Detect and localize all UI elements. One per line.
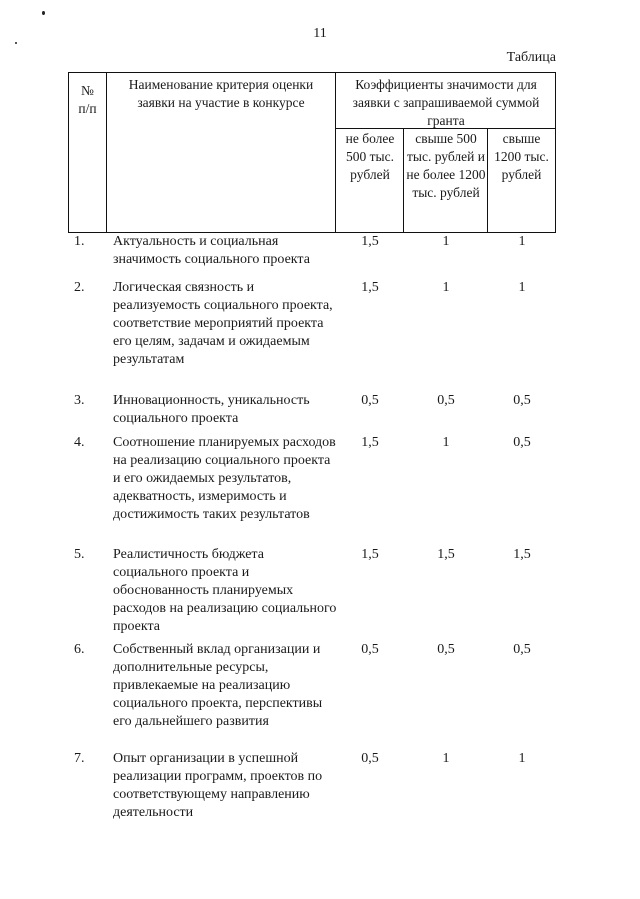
criterion-name: Инновационность, уникальность социального проекта (113, 393, 310, 426)
criterion-name: Актуальность и социальная значимость социального проекта (113, 234, 310, 267)
coef-over-1200: 1,5 (513, 547, 531, 562)
coef-over-1200: 1 (518, 751, 526, 766)
coef-over-1200: 0,5 (513, 435, 531, 450)
coef-500-1200: 1 (442, 435, 450, 450)
coef-over-1200: 0,5 (513, 642, 531, 657)
header-top-border (68, 72, 556, 73)
page-number: 11 (313, 26, 327, 41)
coef-500-1200: 1,5 (437, 547, 455, 562)
coef-500-1200: 1 (442, 751, 450, 766)
criterion-name: Логическая связность и реализуемость социального проекта, соответствие мероприятий проекта его целям, задачам и ожидаемым результатам (113, 280, 333, 367)
coef-over-1200: 1 (518, 234, 526, 249)
coef-up-to-500: 0,5 (361, 751, 379, 766)
coef-up-to-500: 1,5 (361, 280, 379, 295)
header-coefficients: Коэффициенты значимости для заявки с запрашиваемой суммой гранта (352, 77, 540, 128)
header-divider-number (106, 72, 107, 233)
header-sub-up-to-500: не более 500 тыс. рублей (345, 131, 395, 182)
header-divider-sub2 (487, 128, 488, 233)
header-divider-sub1 (403, 128, 404, 233)
coef-up-to-500: 1,5 (361, 234, 379, 249)
row-number: 6. (74, 642, 85, 657)
header-sub-over-1200: свыше 1200 тыс. рублей (494, 131, 549, 182)
coef-500-1200: 0,5 (437, 393, 455, 408)
coef-up-to-500: 0,5 (361, 393, 379, 408)
row-number: 1. (74, 234, 85, 249)
header-sub-500-1200: свыше 500 тыс. рублей и не более 1200 тыс. рублей (406, 131, 486, 200)
coef-over-1200: 0,5 (513, 393, 531, 408)
criterion-name: Опыт организации в успешной реализации программ, проектов по соответствующему направлению деятельности (113, 751, 323, 820)
coef-500-1200: 1 (442, 234, 450, 249)
row-number: 5. (74, 547, 85, 562)
coef-500-1200: 0,5 (437, 642, 455, 657)
criterion-name: Соотношение планируемых расходов на реализацию социального проекта и его ожидаемых результатов, адекватность, измеримость и достижимость таких результатов (113, 435, 336, 522)
scan-speck (15, 42, 17, 44)
criterion-name: Реалистичность бюджета социального проекта и обоснованность планируемых расходов на реализацию социального проекта (113, 547, 337, 634)
row-number: 7. (74, 751, 85, 766)
header-right-border (555, 72, 556, 233)
row-number: 2. (74, 280, 85, 295)
header-divider-criterion (335, 72, 336, 233)
row-number: 4. (74, 435, 85, 450)
coef-over-1200: 1 (518, 280, 526, 295)
coef-500-1200: 1 (442, 280, 450, 295)
header-number: № п/п (78, 83, 97, 116)
header-criterion: Наименование критерия оценки заявки на участие в конкурсе (128, 77, 314, 110)
coef-up-to-500: 0,5 (361, 642, 379, 657)
coef-up-to-500: 1,5 (361, 547, 379, 562)
coef-up-to-500: 1,5 (361, 435, 379, 450)
criterion-name: Собственный вклад организации и дополнительные ресурсы, привлекаемые на реализацию социального проекта, перспективы его дальнейшего развития (113, 642, 323, 729)
row-number: 3. (74, 393, 85, 408)
table-caption: Таблица (506, 50, 556, 65)
scan-speck (42, 11, 45, 15)
